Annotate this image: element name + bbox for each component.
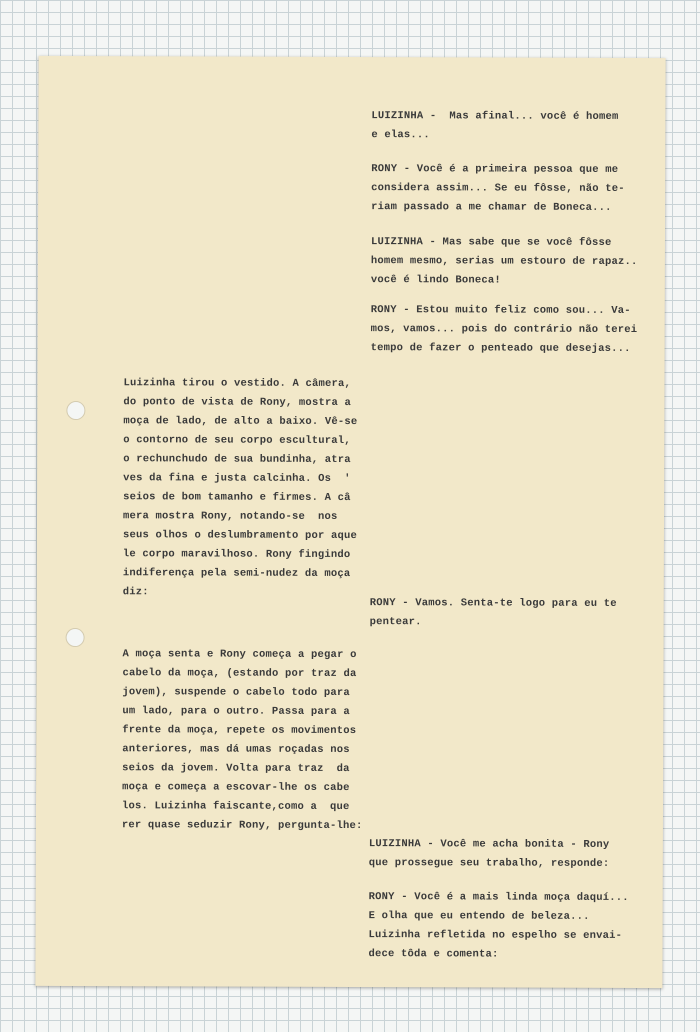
- text-line: o rechunchudo de sua bundinha, atra: [123, 453, 351, 467]
- text-line: ves da fina e justa calcinha. Os ': [123, 472, 351, 486]
- punch-hole: [66, 628, 85, 647]
- text-line: frente da moça, repete os movimentos: [122, 724, 357, 738]
- dialogue-rony-3: [370, 594, 617, 633]
- text-line: considera assim... Se eu fôsse, não te-: [371, 182, 625, 195]
- dialogue-luizinha-3: [369, 835, 610, 874]
- dialogue-luizinha-2: [371, 233, 638, 291]
- text-line: RONY - Você é a mais linda moça daquí...: [368, 891, 629, 904]
- text-line: mos, vamos... pois do contrário não terei: [370, 323, 638, 336]
- punch-hole: [66, 401, 85, 420]
- text-line: RONY - Estou muito feliz como sou... Va-: [370, 304, 631, 317]
- text-line: le corpo maravilhoso. Rony fingindo: [122, 548, 351, 561]
- text-line: A moça senta e Rony começa a pegar o: [122, 648, 357, 662]
- text-line: LUIZINHA - Você me acha bonita - Rony: [368, 838, 610, 851]
- text-line: diz:: [122, 586, 149, 599]
- text-line: moça e começa a escovar-lhe os cabe: [122, 781, 350, 794]
- text-line: riam passado a me chamar de Boneca...: [371, 201, 612, 214]
- stage-direction-1: [123, 374, 358, 603]
- text-line: e elas...: [371, 129, 430, 142]
- text-line: o contorno de seu corpo escultural,: [123, 434, 351, 448]
- text-line: um lado, para o outro. Passa para a: [122, 705, 350, 718]
- text-line: do ponto de vista de Rony, mostra a: [123, 396, 351, 410]
- text-line: anteriores, mas dá umas roçadas nos: [122, 743, 350, 756]
- text-line: que prossegue seu trabalho, responde:: [368, 857, 610, 870]
- text-line: homem mesmo, serias um estouro de rapaz..: [370, 255, 638, 269]
- text-line: E olha que eu entendo de beleza...: [368, 910, 590, 923]
- dialogue-luizinha-1: [371, 107, 618, 146]
- text-line: Luizinha refletida no espelho se envai-: [368, 929, 623, 942]
- dialogue-rony-1: [371, 160, 625, 218]
- text-line: cabelo da moça, (estando por traz da: [122, 667, 357, 681]
- text-line: pentear.: [369, 616, 422, 629]
- text-line: LUIZINHA - Mas afinal... você é homem: [371, 110, 619, 123]
- text-line: LUIZINHA - Mas sabe que se você fôsse: [370, 236, 612, 249]
- text-line: los. Luizinha faiscante,como a que: [121, 800, 350, 813]
- text-line: seus olhos o deslumbramento por aque: [122, 529, 358, 543]
- stage-direction-2: [122, 645, 363, 836]
- text-line: indiferença pela semi-nudez da moça: [122, 567, 351, 580]
- text-line: seios da jovem. Volta para traz da: [122, 762, 350, 775]
- text-line: RONY - Você é a primeira pessoa que me: [371, 163, 619, 176]
- text-line: rer quase seduzir Rony, pergunta-lhe:: [121, 819, 363, 833]
- text-line: você é lindo Boneca!: [370, 274, 501, 287]
- typewritten-page: [35, 56, 665, 988]
- text-line: jovem), suspende o cabelo todo para: [122, 686, 350, 699]
- text-line: seios de bom tamanho e firmes. A câ: [123, 491, 351, 505]
- dialogue-rony-2: [371, 301, 638, 359]
- text-line: tempo de fazer o penteado que desejas...: [370, 342, 631, 355]
- dialogue-rony-4: [368, 888, 628, 965]
- text-line: dece tôda e comenta:: [368, 948, 499, 961]
- text-line: mera mostra Rony, notando-se nos: [122, 510, 338, 523]
- text-line: moça de lado, de alto a baixo. Vê-se: [123, 415, 358, 429]
- text-line: Luizinha tirou o vestido. A câmera,: [123, 377, 352, 391]
- text-line: RONY - Vamos. Senta-te logo para eu te: [369, 597, 617, 610]
